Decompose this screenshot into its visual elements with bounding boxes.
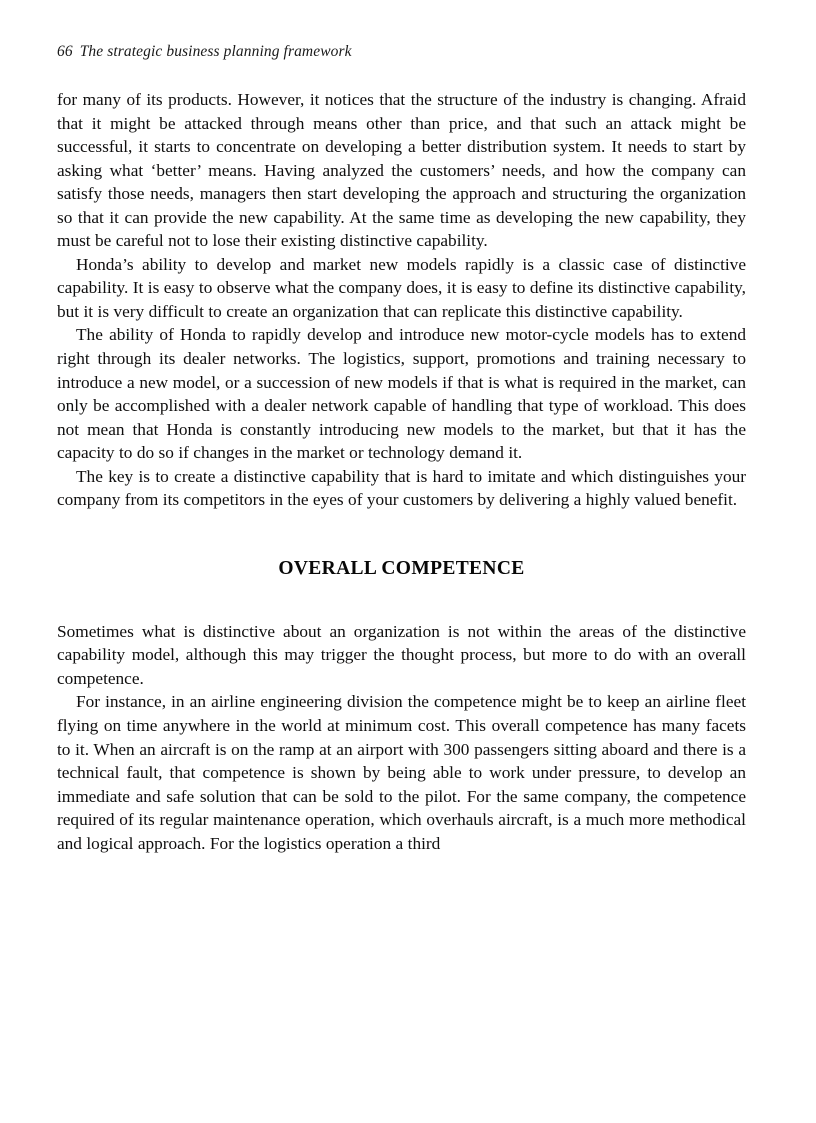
- page-folio-number: 66: [57, 43, 73, 60]
- paragraph-honda-dealer-networks: The ability of Honda to rapidly develop and introduce new motor-cycle models has to extend right through its dealer networks. The logistics, support, promotions and training necessary to introduce a new model, or a succession of new models if that is what is required in the market, can only be accomplished with a dealer network capable of handling that type of workload. This does not mean that Honda is constantly introducing new models to the market, but that it has the capacity to do so if changes in the market or technology demand it.: [57, 325, 746, 463]
- section-heading-overall-competence: OVERALL COMPETENCE: [278, 557, 525, 579]
- heading-space-below: [57, 580, 746, 620]
- running-head: [57, 42, 747, 62]
- paragraph-honda-distinctive-capability: Honda’s ability to develop and market new models rapidly is a classic case of distinctive capability. It is easy to observe what the company does, it is easy to define its distinctive capability, but it is very difficult to create an organization that can replicate this distinctive capability.: [57, 254, 746, 321]
- heading-space-above: [57, 512, 746, 558]
- running-head-title: The strategic business planning framework: [79, 43, 352, 60]
- paragraph-continuation: for many of its products. However, it notices that the structure of the industry is changing. Afraid that it might be attacked through means other than price, and that such an attack might be successful, it starts to concentrate on developing a better distribution system. It needs to start by asking what ‘better’ means. Having analyzed the customers’ needs, and how the company can satisfy those needs, managers then start developing the approach and structuring the organization so that it can provide the new capability. At the same time as developing the new capability, they must be careful not to lose their existing distinctive capability.: [57, 90, 746, 251]
- text-column: [57, 88, 746, 855]
- paragraph-sometimes-distinctive: Sometimes what is distinctive about an organization is not within the areas of the distinctive capability model, although this may trigger the thought process, but more to do with an overall competence.: [57, 621, 746, 688]
- paragraph-airline-engineering-example: For instance, in an airline engineering division the competence might be to keep an airline fleet flying on time anywhere in the world at minimum cost. This overall competence has many facets to it. When an aircraft is on the ramp at an airport with 300 passengers sitting aboard and there is a technical fault, that competence is shown by being able to work under pressure, to develop an immediate and safe solution that can be sold to the pilot. For the same company, the competence required of its regular maintenance operation, which overhauls aircraft, is a much more methodical and logical approach. For the logistics operation a third: [57, 692, 746, 853]
- paragraph-key-distinctive-capability: The key is to create a distinctive capability that is hard to imitate and which distinguishes your company from its competitors in the eyes of your customers by delivering a highly valued benefit.: [57, 466, 746, 510]
